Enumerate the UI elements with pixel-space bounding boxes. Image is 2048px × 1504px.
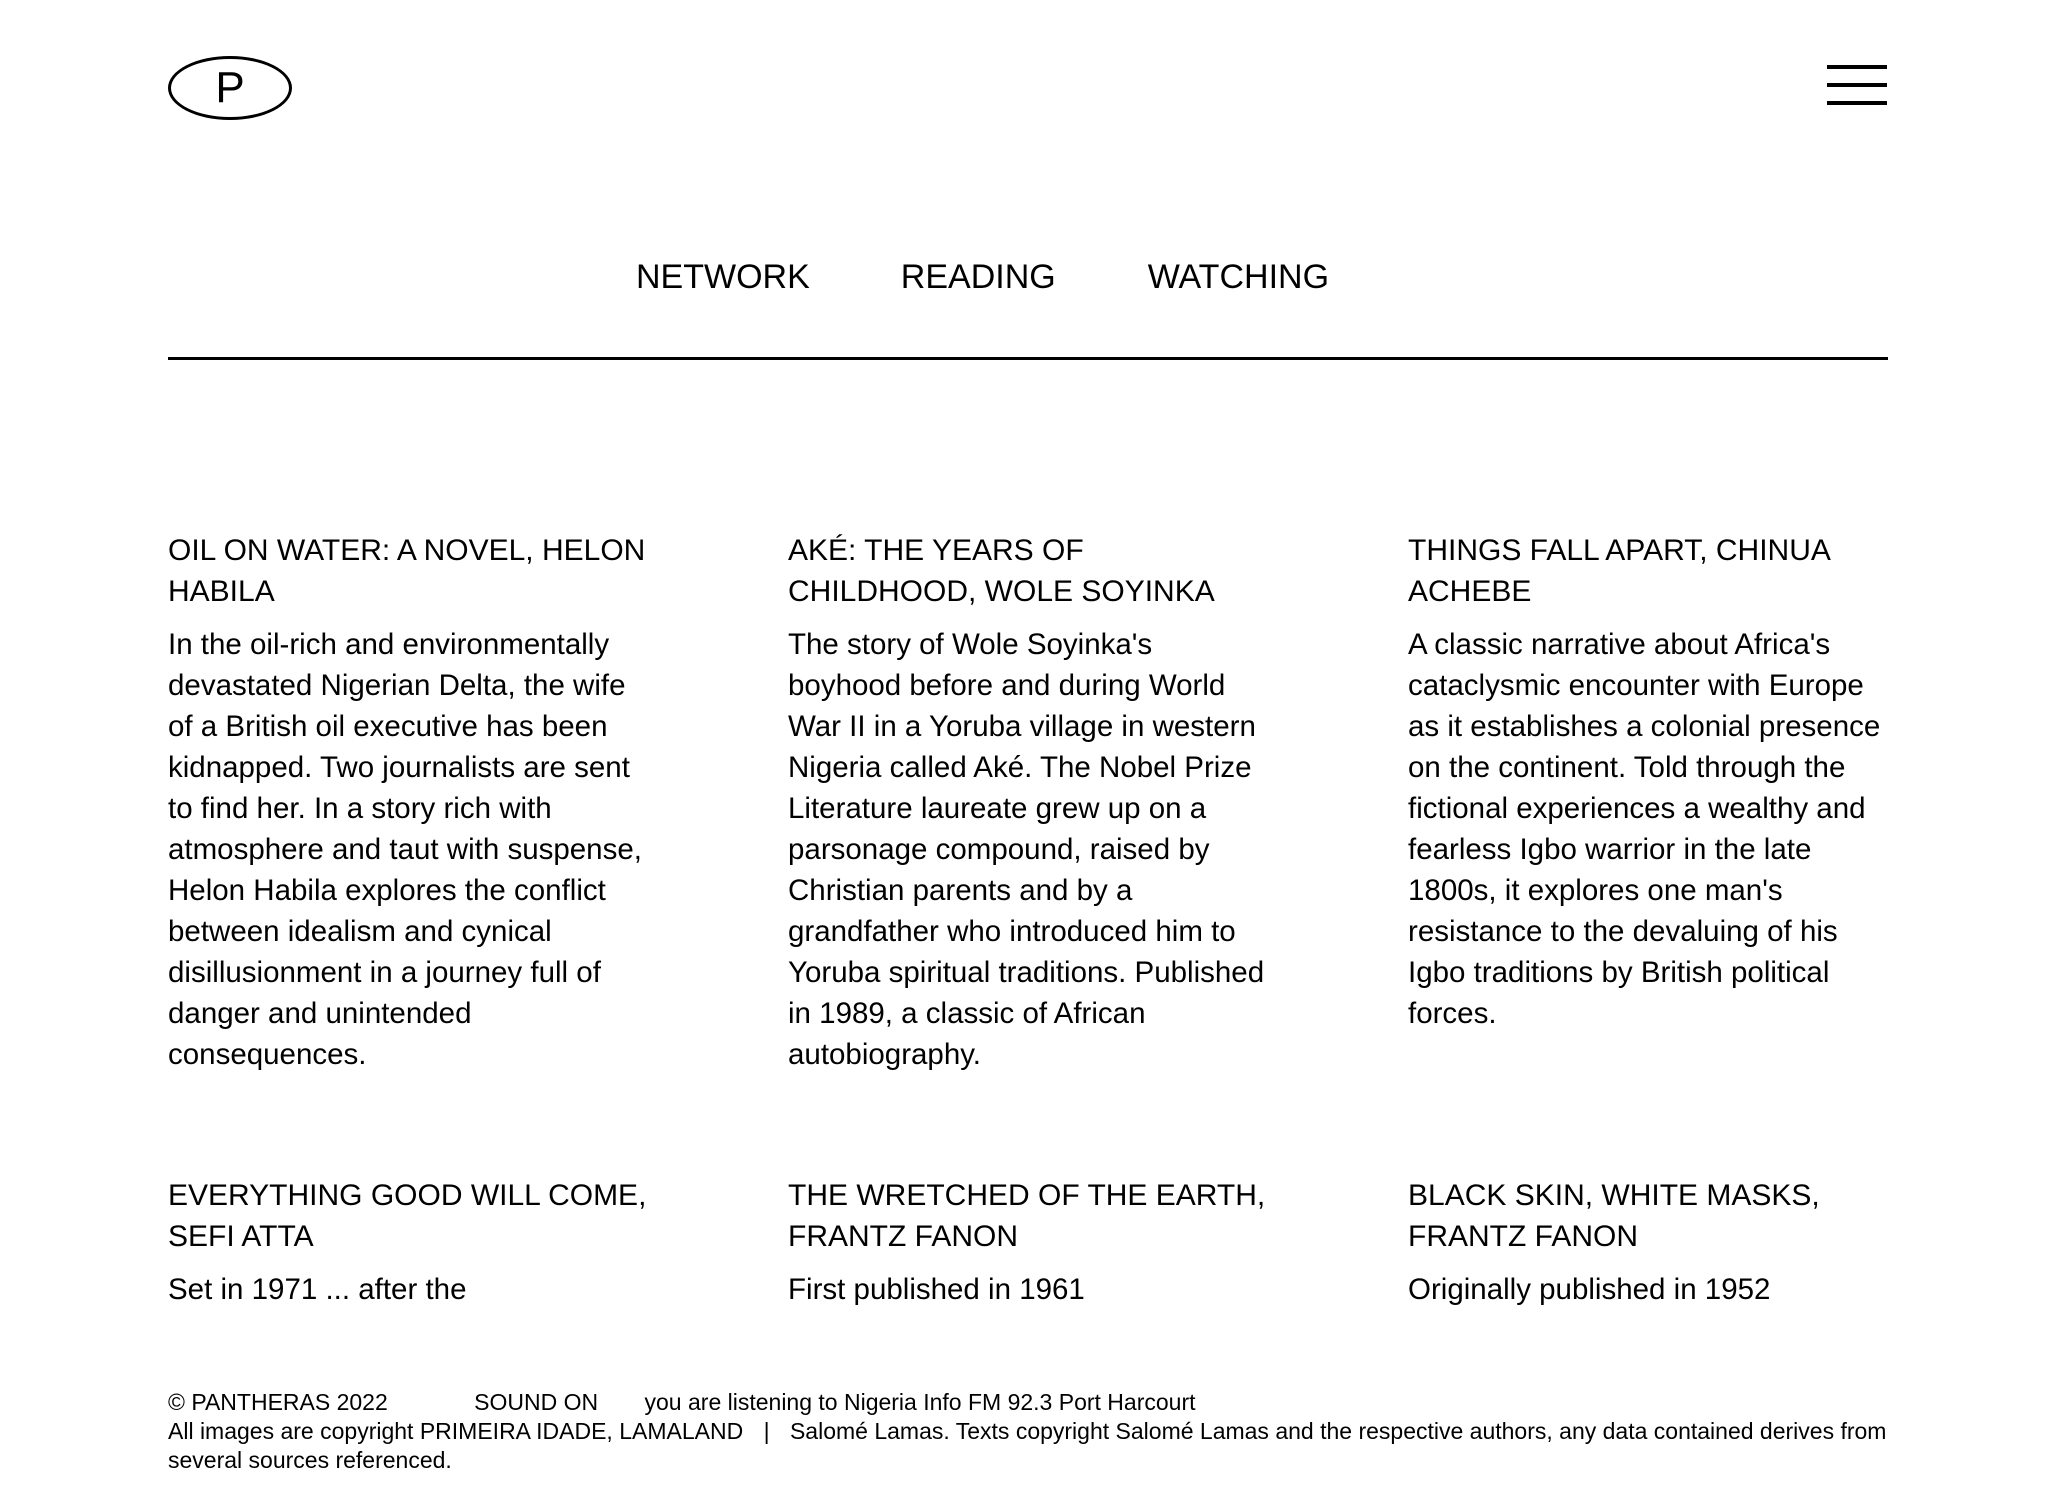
footer-credits (168, 1417, 1928, 1475)
book-title[interactable]: THE WRETCHED OF THE EARTH, FRANTZ FANON (788, 1179, 1266, 1253)
book-description: Originally published in 1952 (1408, 1273, 1771, 1306)
book-description: In the oil-rich and environmentally devastated Nigerian Delta, the wife of a British oil executive has been kidnapped. Two journalists are sent to find her. In a story rich with atmosphere and taut with suspense, Helon Habila explores the conflict between idealism and cynical disillusionment in a journey full of danger and unintended consequences. (168, 628, 642, 1071)
credits-texts: Salomé Lamas. Texts copyright Salomé Lamas and the respective authors, any data contained derives from several sources referenced. (168, 1418, 1887, 1473)
book-card (168, 530, 648, 1075)
site-footer (168, 1388, 1928, 1475)
nav-item-watching[interactable]: WATCHING (1147, 258, 1330, 296)
book-description: The story of Wole Soyinka's boyhood before and during World War II in a Yoruba village in western Nigeria called Aké. The Nobel Prize Literature laureate grew up on a parsonage compound, raised by Christian parents and by a grandfather who introduced him to Yoruba spiritual traditions. Published in 1989, a classic of African autobiography. (788, 628, 1265, 1071)
book-title[interactable]: OIL ON WATER: A NOVEL, HELON HABILA (168, 534, 646, 608)
book-card (788, 1175, 1268, 1310)
nav-item-reading[interactable]: READING (900, 258, 1056, 296)
footer-status-row (168, 1388, 1928, 1417)
menu-bar (1827, 83, 1887, 87)
book-description: First published in 1961 (788, 1273, 1085, 1306)
book-description: Set in 1971 ... after the (168, 1273, 467, 1306)
nav-item-network[interactable]: NETWORK (636, 258, 810, 296)
credits-images: All images are copyright PRIMEIRA IDADE, LAMALAND (168, 1418, 744, 1444)
copyright-text: © PANTHERAS 2022 (168, 1389, 388, 1415)
reading-list (168, 530, 1888, 1358)
main-nav (636, 258, 1329, 297)
book-title[interactable]: THINGS FALL APART, CHINUA ACHEBE (1408, 534, 1830, 608)
now-playing-text: you are listening to Nigeria Info FM 92.3 Port Harcourt (644, 1389, 1196, 1415)
book-description: A classic narrative about Africa's cataclysmic encounter with Europe as it establishes a colonial presence on the continent. Told through the fictional experiences a wealthy and fearless Igbo warrior in the late 1800s, it explores one man's resistance to the devaluing of his Igbo traditions by British political forces. (1408, 628, 1881, 1030)
hamburger-menu-icon[interactable] (1827, 64, 1887, 108)
book-card (1408, 530, 1888, 1075)
site-logo[interactable] (168, 56, 292, 120)
menu-bar (1827, 101, 1887, 105)
book-title[interactable]: BLACK SKIN, WHITE MASKS, FRANTZ FANON (1408, 1179, 1820, 1253)
nav-divider (168, 357, 1888, 360)
book-card (168, 1175, 648, 1310)
sound-toggle-button[interactable]: SOUND ON (474, 1389, 599, 1415)
book-card (788, 530, 1268, 1075)
logo-letter: P (215, 63, 245, 112)
menu-bar (1827, 65, 1887, 69)
book-card (1408, 1175, 1888, 1310)
credits-separator: | (763, 1418, 770, 1444)
book-title[interactable]: EVERYTHING GOOD WILL COME, SEFI ATTA (168, 1179, 647, 1253)
book-title[interactable]: AKÉ: THE YEARS OF CHILDHOOD, WOLE SOYINKA (788, 534, 1215, 608)
